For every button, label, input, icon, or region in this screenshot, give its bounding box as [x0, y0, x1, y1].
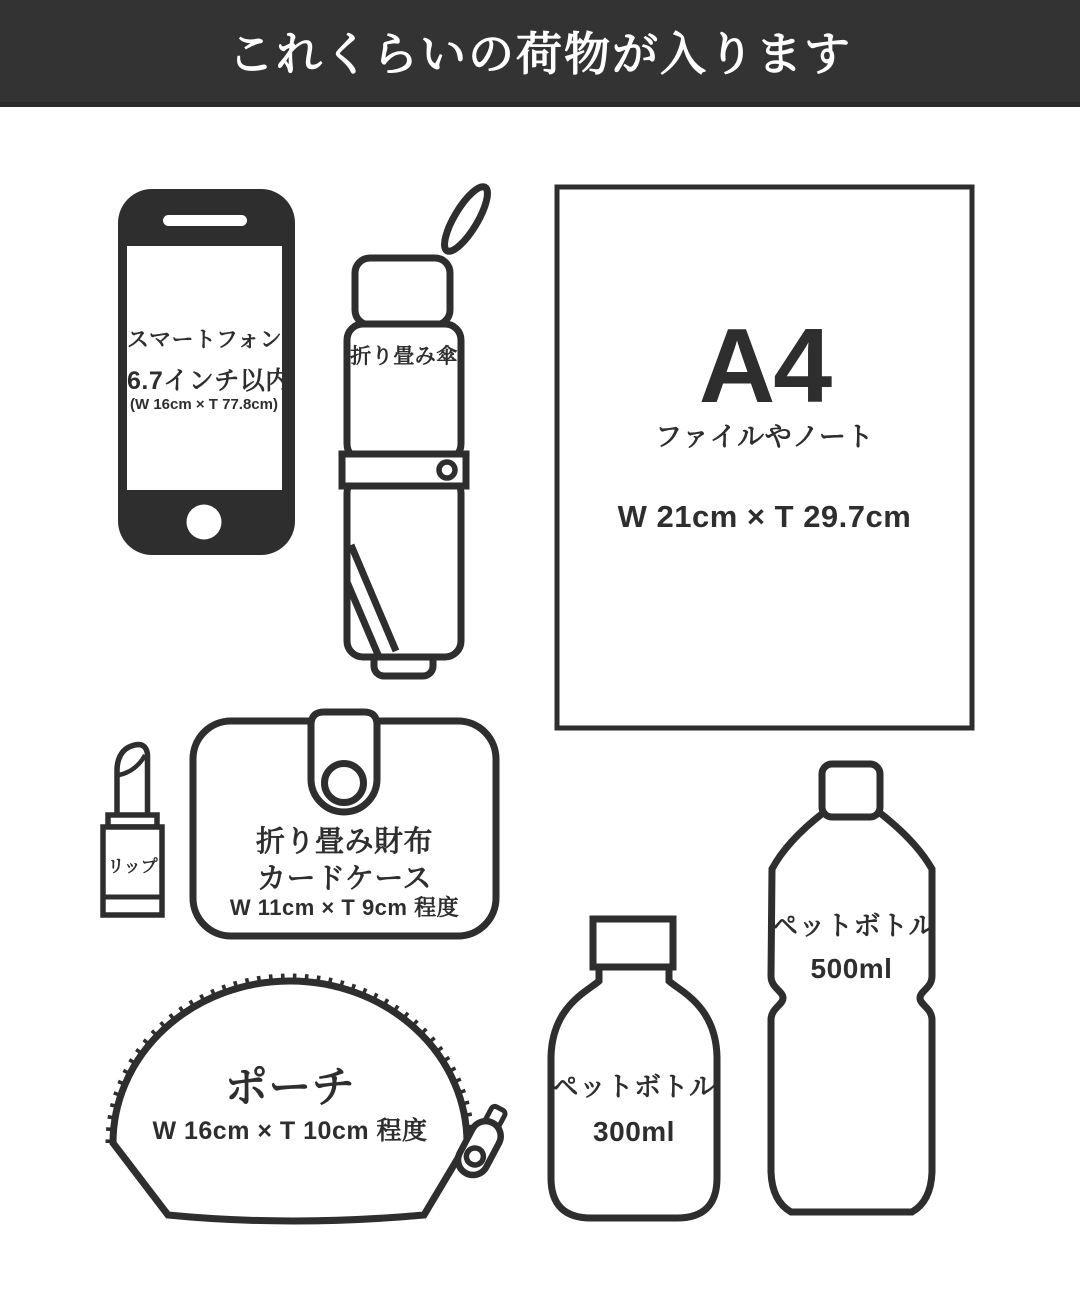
bottle-300ml-cap	[593, 919, 673, 967]
umbrella-handle	[355, 258, 450, 325]
umbrella-strap-loop	[437, 181, 495, 256]
wallet-snap-button	[325, 764, 364, 803]
page-title: これくらいの荷物が入ります	[228, 28, 852, 80]
a4-sheet	[557, 187, 972, 728]
smartphone-home-button	[187, 505, 222, 540]
pouch-label: ポーチ	[224, 1064, 356, 1112]
smartphone-size: 6.7インチ以内	[127, 367, 291, 395]
bottle-300ml-volume: 300ml	[593, 1116, 675, 1147]
lipstick-label: リップ	[107, 857, 158, 876]
wallet-label-line2: カードケース	[257, 863, 432, 895]
smartphone-label: スマートフォン	[127, 327, 283, 352]
a4-label: A4	[698, 307, 831, 425]
lipstick-illustration	[103, 745, 162, 915]
a4-subtitle: ファイルやノート	[655, 422, 874, 452]
wallet-label-line1: 折り畳み財布	[255, 826, 433, 858]
a4-dimensions: W 21cm × T 29.7cm	[617, 499, 912, 534]
bottle-300ml-label: ペットボトル	[551, 1072, 717, 1102]
bottle-500ml-body	[771, 813, 936, 1212]
wallet-dimensions: W 11cm × T 9cm 程度	[229, 895, 460, 920]
bottle-500ml-illustration	[771, 764, 936, 1212]
pouch-dimensions: W 16cm × T 10cm 程度	[152, 1117, 428, 1145]
bottle-500ml-label: ペットボトル	[771, 911, 936, 941]
bottle-300ml-illustration	[551, 919, 717, 1218]
umbrella-snap-button	[439, 462, 455, 478]
smartphone-dimensions: (W 16cm × T 77.8cm)	[130, 396, 278, 413]
bottle-500ml-volume: 500ml	[810, 953, 893, 984]
umbrella-label: 折り畳み傘	[350, 345, 458, 368]
bottle-500ml-cap	[822, 764, 880, 817]
umbrella-illustration	[333, 181, 495, 676]
smartphone-speaker	[163, 215, 247, 226]
